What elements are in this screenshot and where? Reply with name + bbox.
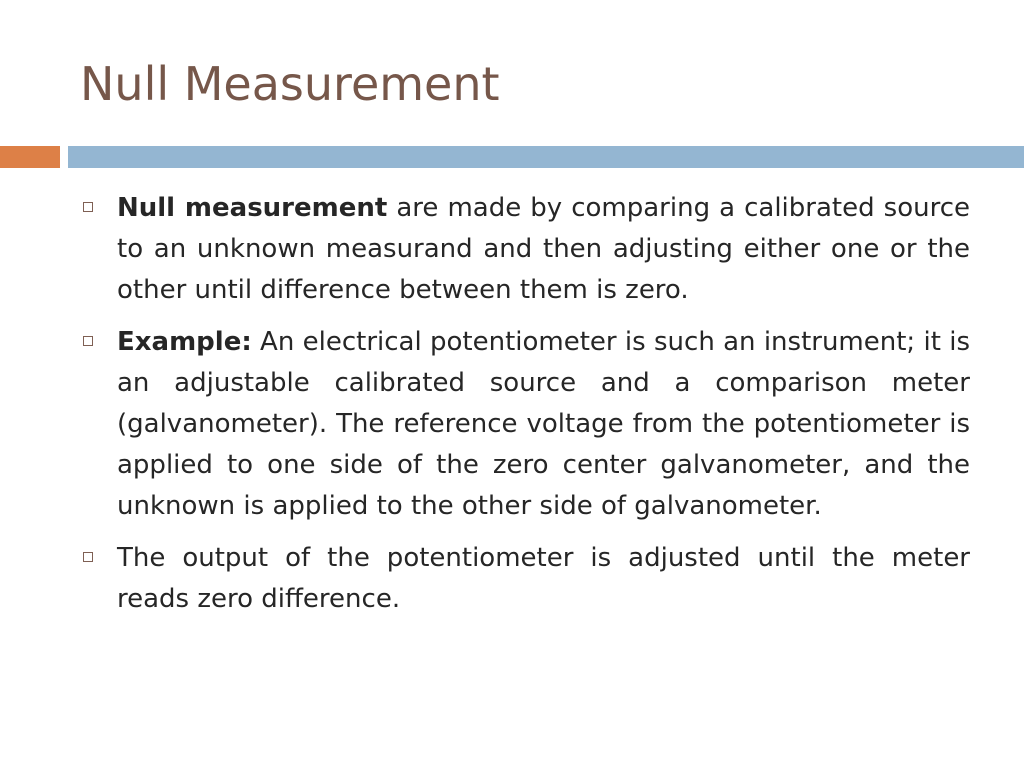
accent-bar-right — [68, 146, 1024, 168]
bullet-lead: Example: — [117, 327, 252, 357]
accent-bar-left — [0, 146, 60, 168]
square-bullet-icon — [83, 336, 93, 346]
bullet-lead: Null measurement — [117, 193, 388, 223]
square-bullet-icon — [83, 552, 93, 562]
bullet-text: An electrical potentiometer is such an instrument; it is an adjustable calibrated source and a comparison meter (galvanometer). The reference voltage from the potentiometer is applied to one side of the zero center galvanometer, and the unknown is applied to the other side of galvanometer. — [117, 327, 970, 521]
bullet-text: The output of the potentiometer is adjusted until the meter reads zero difference. — [117, 543, 970, 614]
bullet-item-output — [80, 538, 970, 620]
bullet-list — [80, 188, 970, 631]
bullet-item-null-measurement — [80, 188, 970, 311]
bullet-item-example — [80, 322, 970, 527]
square-bullet-icon — [83, 202, 93, 212]
bullet-text: are made by comparing a calibrated source to an unknown measurand and then adjusting either one or the other until difference between them is zero. — [117, 193, 970, 305]
slide-title: Null Measurement — [80, 57, 500, 111]
